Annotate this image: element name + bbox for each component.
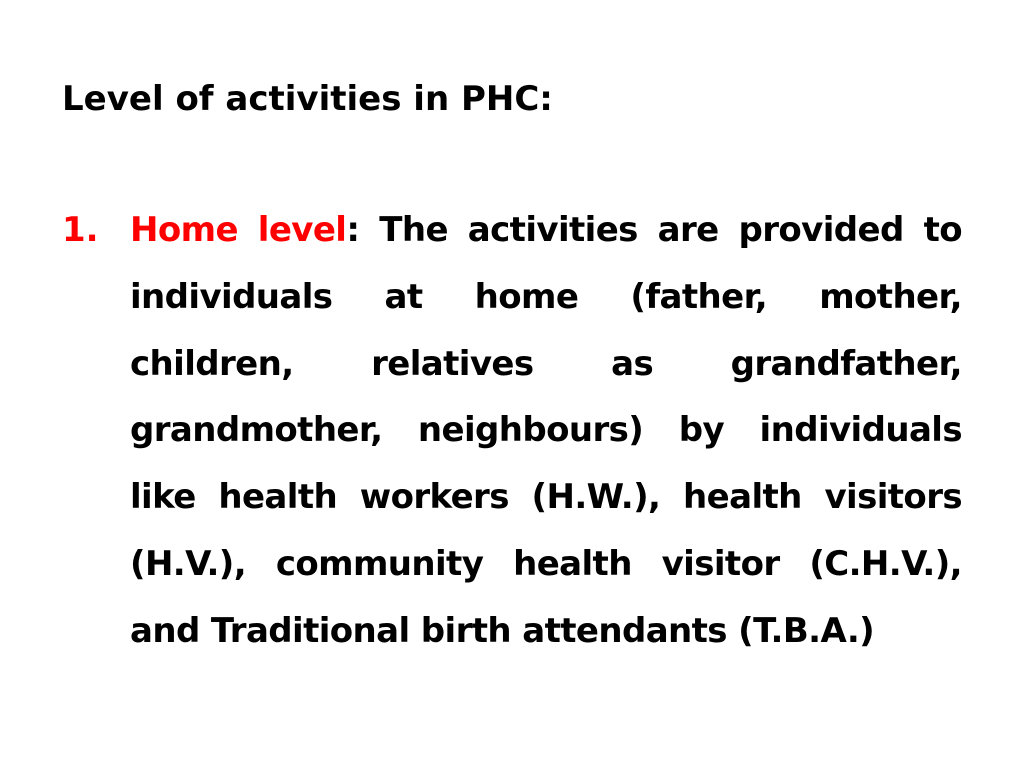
list-item-number: 1. xyxy=(62,210,99,250)
list-item-term: Home level xyxy=(130,210,347,250)
list-item-separator: : xyxy=(346,210,360,250)
list-item-text: The activities are provided to individuals at home (father, mother, children, relatives as grandfather, grandmother, neighbours) by individuals like health workers (H.W.), health visitors (H.V.), community health visitor (C.H.V.), and Traditional birth attendants (T.B.A.) xyxy=(130,210,963,651)
list-item-body xyxy=(130,197,962,665)
slide-title: Level of activities in PHC: xyxy=(62,79,553,119)
